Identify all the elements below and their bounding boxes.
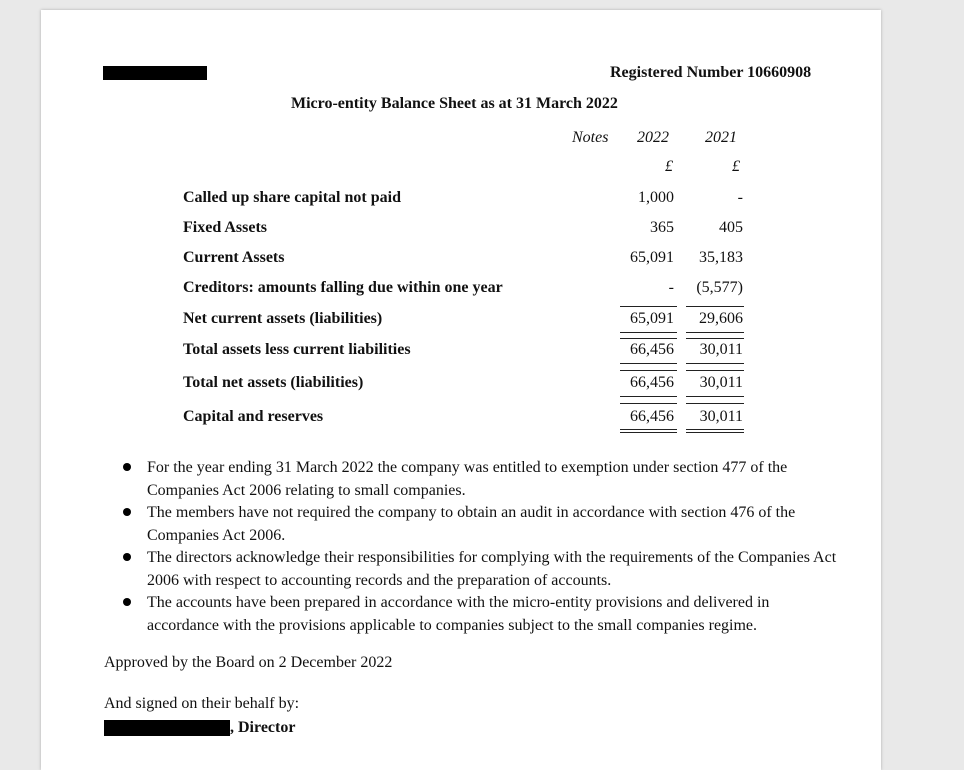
table-row xyxy=(41,310,881,334)
bullet-icon xyxy=(123,598,131,606)
row-label: Fixed Assets xyxy=(183,219,267,236)
column-header-notes: Notes xyxy=(572,129,609,146)
total-rule-2021 xyxy=(686,403,744,404)
value-2021: 30,011 xyxy=(699,341,743,358)
table-row xyxy=(41,374,881,398)
table-row xyxy=(41,408,881,432)
list-item xyxy=(121,502,841,547)
total-rule-2022 xyxy=(620,429,677,430)
value-2022: 66,456 xyxy=(630,374,674,391)
row-label: Net current assets (liabilities) xyxy=(183,310,383,327)
note-text: The members have not required the company to obtain an audit in accordance with section 476 of the Companies Act 2006. xyxy=(147,504,796,544)
total-rule-2022 xyxy=(620,338,677,339)
value-2022: 65,091 xyxy=(630,249,674,266)
row-label: Current Assets xyxy=(183,249,285,266)
row-label: Capital and reserves xyxy=(183,408,324,425)
approval-statement: Approved by the Board on 2 December 2022 xyxy=(104,654,393,671)
column-header-2022: 2022 xyxy=(637,129,669,146)
total-rule-2021 xyxy=(686,363,744,364)
total-rule-2022 xyxy=(620,432,677,433)
total-rule-2022 xyxy=(620,370,677,371)
bullet-icon xyxy=(123,553,131,561)
table-row xyxy=(41,189,881,213)
redacted-company-name xyxy=(103,66,207,80)
list-item xyxy=(121,457,841,502)
total-rule-2022 xyxy=(620,332,677,333)
total-rule-2021 xyxy=(686,370,744,371)
note-text: The accounts have been prepared in accordance with the micro-entity provisions and delivered in accordance with the provisions applicable to companies subject to the small companies regime. xyxy=(147,594,770,634)
table-row xyxy=(41,249,881,273)
value-2021: 30,011 xyxy=(699,408,743,425)
total-rule-2021 xyxy=(686,429,744,430)
note-text: For the year ending 31 March 2022 the company was entitled to exemption under section 477 of the Companies Act 2006 relating to small companies. xyxy=(147,459,788,499)
column-header-2021: 2021 xyxy=(705,129,737,146)
currency-2022: £ xyxy=(665,158,673,175)
table-row xyxy=(41,341,881,365)
redacted-director-name xyxy=(104,720,230,736)
director-title: , Director xyxy=(230,719,296,736)
note-text: The directors acknowledge their responsibilities for complying with the requirements of the Companies Act 2006 with respect to accounting records and the preparation of accounts. xyxy=(147,549,837,589)
list-item xyxy=(121,592,841,637)
bullet-icon xyxy=(123,508,131,516)
value-2021: 405 xyxy=(719,219,743,236)
subtotal-rule-2022 xyxy=(620,306,677,307)
value-2021: - xyxy=(737,189,743,206)
row-label: Creditors: amounts falling due within one year xyxy=(183,279,503,296)
bullet-icon xyxy=(123,463,131,471)
row-label: Total assets less current liabilities xyxy=(183,341,411,358)
document-page xyxy=(41,10,881,770)
total-rule-2021 xyxy=(686,338,744,339)
table-row xyxy=(41,219,881,243)
balance-sheet-title: Micro-entity Balance Sheet as at 31 March 2022 xyxy=(291,95,618,112)
value-2022: 65,091 xyxy=(630,310,674,327)
currency-2021: £ xyxy=(732,158,740,175)
value-2022: - xyxy=(668,279,674,296)
table-row xyxy=(41,279,881,303)
registered-number: Registered Number 10660908 xyxy=(610,64,812,81)
row-label: Called up share capital not paid xyxy=(183,189,401,206)
total-rule-2022 xyxy=(620,363,677,364)
value-2021: 30,011 xyxy=(699,374,743,391)
value-2022: 66,456 xyxy=(630,341,674,358)
subtotal-rule-2021 xyxy=(686,306,744,307)
signed-on-behalf: And signed on their behalf by: xyxy=(104,695,300,712)
row-label: Total net assets (liabilities) xyxy=(183,374,364,391)
value-2022: 365 xyxy=(650,219,674,236)
statement-notes-list xyxy=(121,457,841,637)
value-2021: (5,577) xyxy=(696,279,743,296)
value-2022: 66,456 xyxy=(630,408,674,425)
list-item xyxy=(121,547,841,592)
total-rule-2022 xyxy=(620,403,677,404)
total-rule-2022 xyxy=(620,396,677,397)
total-rule-2021 xyxy=(686,332,744,333)
value-2021: 35,183 xyxy=(699,249,743,266)
value-2021: 29,606 xyxy=(699,310,743,327)
total-rule-2021 xyxy=(686,432,744,433)
total-rule-2021 xyxy=(686,396,744,397)
value-2022: 1,000 xyxy=(638,189,674,206)
